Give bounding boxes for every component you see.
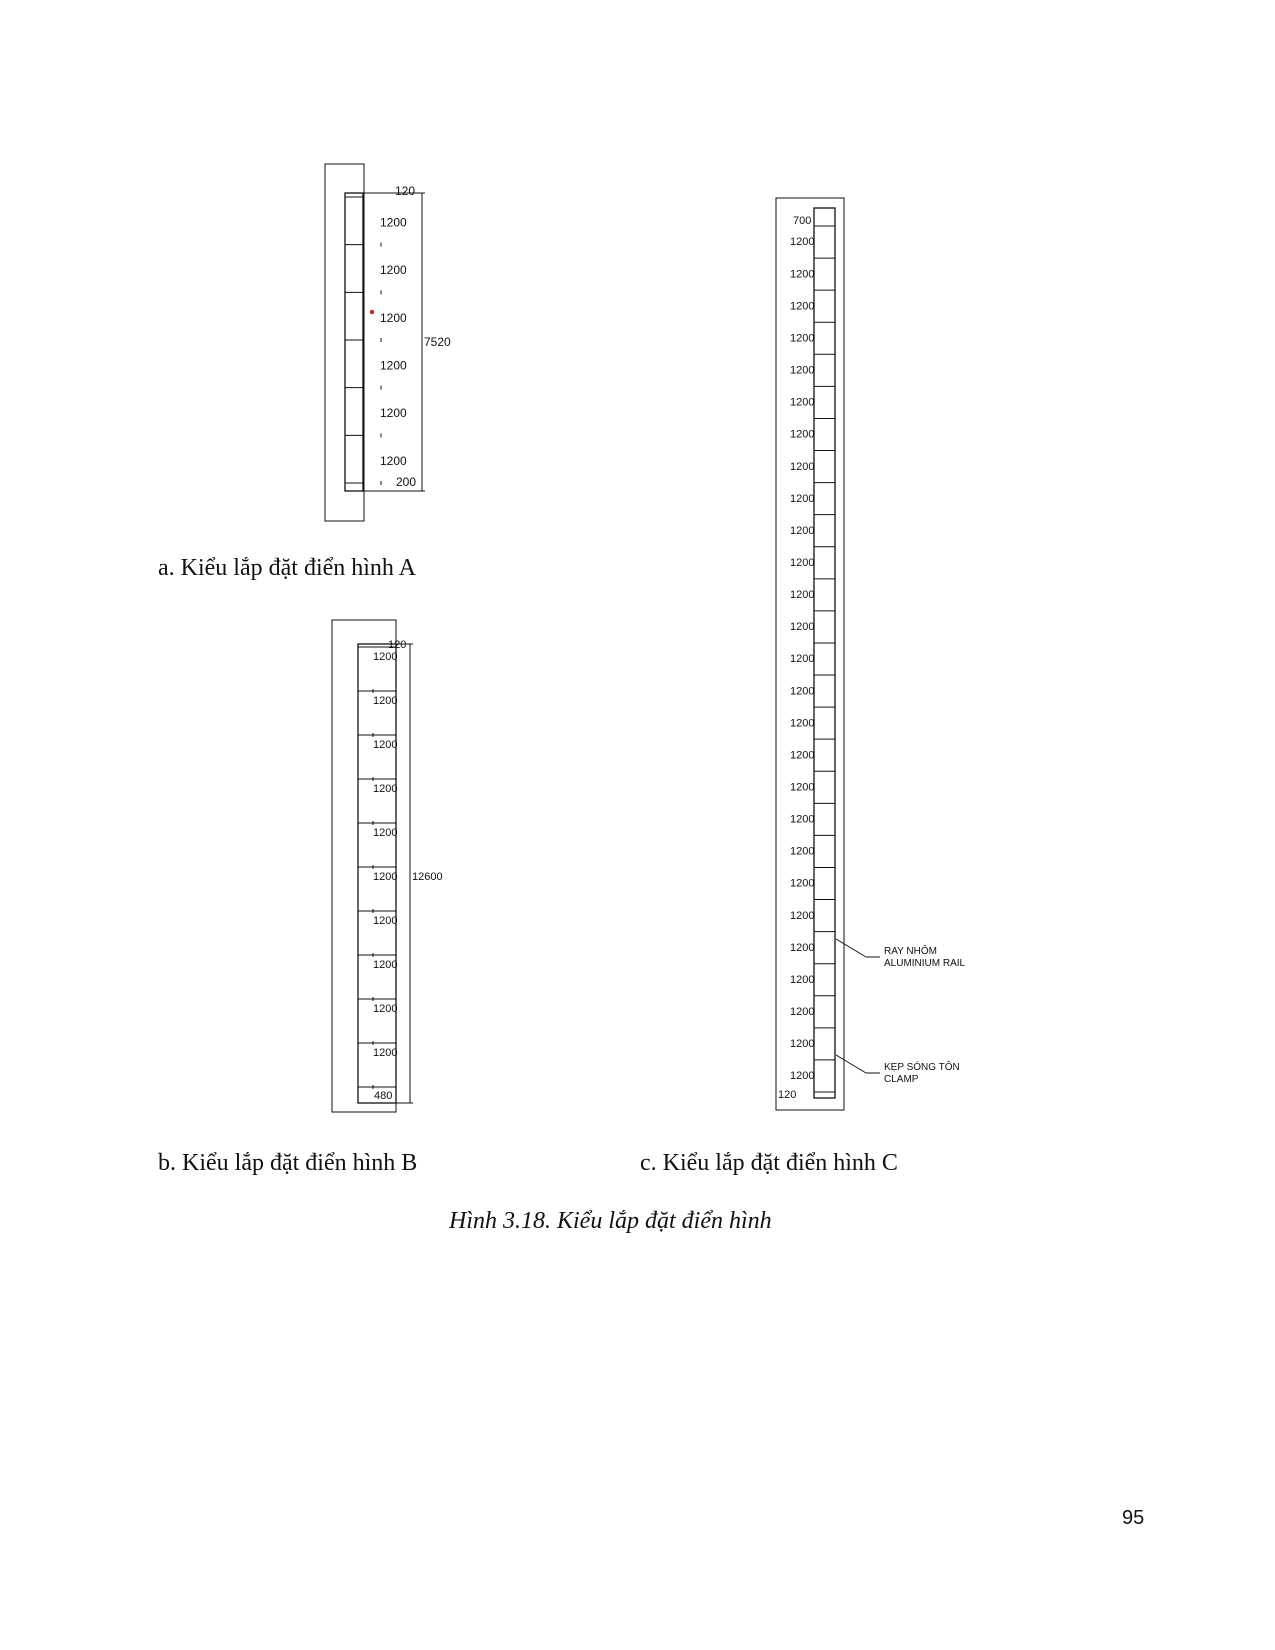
segment-label-A-4: 1200 [380, 406, 407, 421]
segment-label-C-1: 1200 [790, 268, 815, 281]
segment-label-C-21: 1200 [790, 909, 815, 922]
bottom-end-label-C: 120 [778, 1089, 797, 1101]
segment-label-C-3: 1200 [790, 332, 815, 345]
segment-label-C-6: 1200 [790, 428, 815, 441]
segment-label-C-5: 1200 [790, 396, 815, 409]
segment-label-C-20: 1200 [790, 877, 815, 890]
segment-label-C-18: 1200 [790, 813, 815, 826]
segment-label-A-2: 1200 [380, 310, 407, 325]
top-end-label-A: 120 [395, 184, 416, 198]
segment-label-B-6: 1200 [373, 915, 398, 928]
segment-label-B-4: 1200 [373, 827, 398, 840]
segment-label-B-7: 1200 [373, 959, 398, 972]
segment-label-C-24: 1200 [790, 1006, 815, 1019]
segment-label-C-10: 1200 [790, 556, 815, 569]
page-number: 95 [1122, 1507, 1145, 1529]
segment-label-C-14: 1200 [790, 685, 815, 698]
caption-c: c. Kiểu lắp đặt điển hình C [640, 1150, 898, 1176]
segment-label-C-13: 1200 [790, 653, 815, 666]
segment-label-A-3: 1200 [380, 358, 407, 373]
marker-dot [370, 310, 374, 314]
segment-label-B-8: 1200 [373, 1003, 398, 1016]
segment-label-A-1: 1200 [380, 263, 407, 278]
segment-label-B-9: 1200 [373, 1047, 398, 1060]
aluminium-rail-A [345, 193, 363, 491]
segment-label-C-8: 1200 [790, 492, 815, 505]
segment-label-B-0: 1200 [373, 651, 398, 664]
bottom-end-label-B: 480 [374, 1090, 393, 1102]
segment-label-A-0: 1200 [380, 215, 407, 230]
segment-label-A-5: 1200 [380, 453, 407, 468]
segment-label-C-23: 1200 [790, 973, 815, 986]
segment-label-C-15: 1200 [790, 717, 815, 730]
top-end-label-C: 700 [793, 215, 812, 227]
callout-leader-0 [836, 939, 866, 957]
callout-text-1-0: KẸP SÓNG TÔN [884, 1062, 960, 1073]
segment-label-C-19: 1200 [790, 845, 815, 858]
segment-label-B-2: 1200 [373, 739, 398, 752]
segment-label-C-26: 1200 [790, 1070, 815, 1083]
callout-text-1-1: CLAMP [884, 1074, 919, 1085]
callout-text-0-1: ALUMINIUM RAIL [884, 958, 966, 969]
aluminium-rail-C [814, 208, 835, 1098]
segment-label-C-4: 1200 [790, 364, 815, 377]
bottom-end-label-A: 200 [396, 475, 417, 489]
callout-text-0-0: RAY NHÔM [884, 946, 937, 957]
segment-label-C-12: 1200 [790, 621, 815, 634]
total-dimension-label-A: 7520 [424, 335, 451, 349]
caption-b: b. Kiểu lắp đặt điển hình B [158, 1150, 418, 1176]
segment-label-B-1: 1200 [373, 695, 398, 708]
segment-label-C-0: 1200 [790, 236, 815, 249]
caption-a: a. Kiểu lắp đặt điển hình A [158, 555, 416, 581]
segment-label-C-2: 1200 [790, 300, 815, 313]
callout-leader-1 [836, 1055, 866, 1073]
segment-label-C-11: 1200 [790, 589, 815, 602]
segment-label-C-25: 1200 [790, 1038, 815, 1051]
segment-label-B-3: 1200 [373, 783, 398, 796]
segment-label-C-7: 1200 [790, 460, 815, 473]
segment-label-C-9: 1200 [790, 524, 815, 537]
segment-label-C-17: 1200 [790, 781, 815, 794]
roof-panel-outline-B [332, 620, 396, 1112]
top-end-label-B: 120 [388, 639, 407, 651]
segment-label-B-5: 1200 [373, 871, 398, 884]
segment-label-C-16: 1200 [790, 749, 815, 762]
total-dimension-label-B: 12600 [412, 871, 443, 883]
segment-label-C-22: 1200 [790, 941, 815, 954]
figure-caption: Hình 3.18. Kiểu lắp đặt điển hình [449, 1208, 772, 1234]
